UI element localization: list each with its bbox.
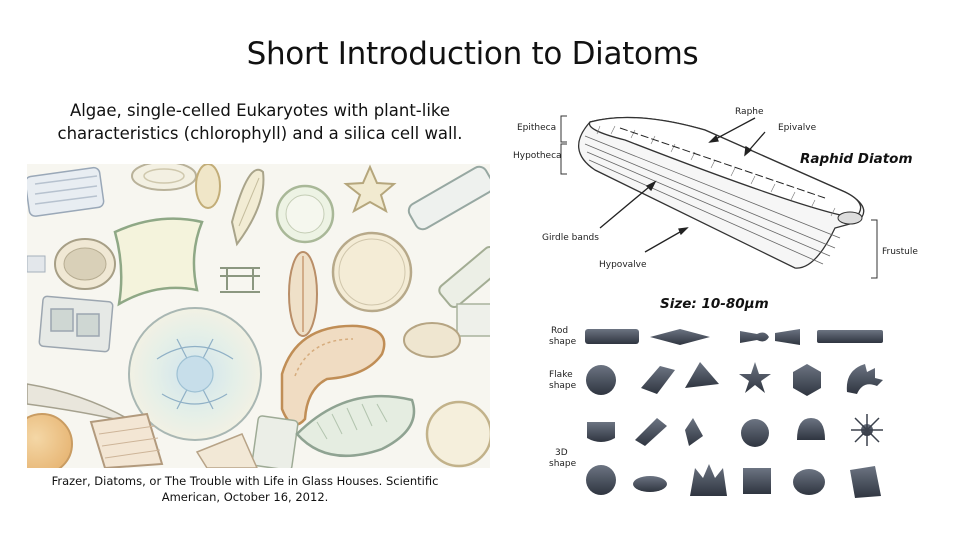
- label-epivalve: Epivalve: [778, 123, 817, 133]
- image-citation: [30, 473, 460, 505]
- rod-shape-bar: [817, 330, 883, 343]
- 3d-shape-barrel: [793, 469, 825, 495]
- row-label-flake-2: shape: [549, 381, 577, 391]
- diatom-shapes-chart: [545, 318, 890, 504]
- raphid-diatom-title: Raphid Diatom: [800, 151, 913, 167]
- label-hypotheca: Hypotheca: [513, 151, 562, 161]
- row-label-rod: Rod: [551, 326, 569, 336]
- flake-shape-hexagon: [793, 364, 821, 396]
- citation-line-1: Frazer, Diatoms, or The Trouble with Life in Glass Houses. Scientific: [51, 474, 439, 488]
- 3d-shape-prism: [635, 418, 667, 446]
- label-frustule: Frustule: [882, 247, 918, 257]
- flake-shape-disc: [586, 365, 616, 395]
- flake-shape-star: [739, 362, 771, 393]
- subtitle-line-2: characteristics (chlorophyll) and a silica cell wall.: [57, 124, 463, 143]
- row-label-rod-2: shape: [549, 337, 577, 347]
- rod-shape-spindle: [650, 329, 710, 345]
- label-epitheca: Epitheca: [517, 123, 557, 133]
- citation-line-2: American, October 16, 2012.: [161, 490, 329, 504]
- row-label-3d-2: shape: [549, 459, 577, 469]
- size-label: Size: 10-80µm: [660, 296, 769, 312]
- 3d-shape-helmet: [797, 418, 825, 440]
- rod-shape-dumbbell: [740, 329, 800, 345]
- slide-subtitle: [30, 99, 490, 145]
- label-girdle-bands: Girdle bands: [542, 233, 599, 243]
- 3d-shape-sphere: [586, 465, 616, 495]
- 3d-shape-cube: [743, 468, 771, 494]
- flake-shape-fan: [847, 364, 883, 394]
- label-hypovalve: Hypovalve: [599, 260, 647, 270]
- 3d-shape-cone: [850, 466, 881, 498]
- label-raphe: Raphe: [735, 107, 764, 117]
- flake-shape-triangle: [685, 362, 719, 388]
- subtitle-line-1: Algae, single-celled Eukaryotes with plant-like: [69, 101, 451, 120]
- 3d-shape-spiked-crown: [690, 464, 727, 496]
- 3d-shape-spike: [685, 418, 703, 446]
- row-label-flake: Flake: [549, 370, 573, 380]
- diatom-micrograph-image: [27, 164, 490, 468]
- 3d-shape-cage: [741, 419, 769, 447]
- slide-title: Short Introduction to Diatoms: [246, 36, 699, 72]
- flake-shape-rhomb: [641, 366, 675, 394]
- raphid-diatom-diagram: [505, 100, 945, 290]
- 3d-shape-crown: [587, 422, 615, 442]
- row-label-3d: 3D: [555, 448, 568, 458]
- rod-shape-cylinder: [585, 329, 639, 344]
- 3d-shape-dome: [633, 476, 667, 492]
